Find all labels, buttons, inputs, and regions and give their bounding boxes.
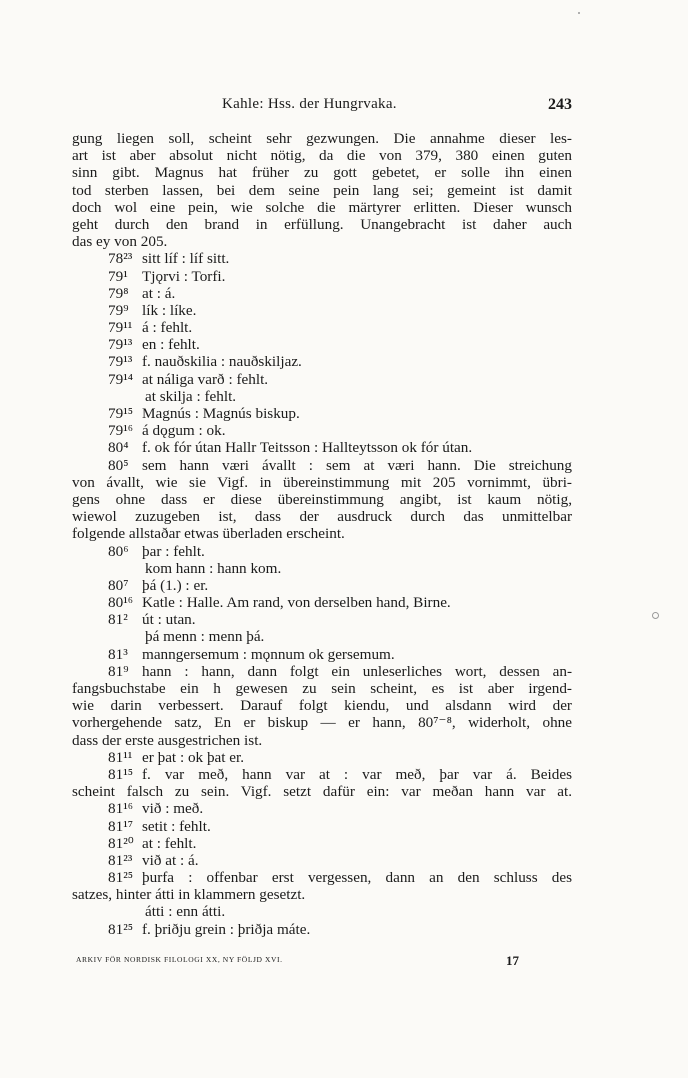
line-text: satzes, hinter átti in klammern gesetzt. (72, 886, 306, 904)
line-text: at náliga varð : fehlt. (142, 370, 269, 388)
running-title: Kahle: Hss. der Hungrvaka. (222, 96, 397, 112)
line-text: kom hann : hann kom. (145, 559, 282, 577)
line-reference: 81¹⁵ (108, 765, 134, 783)
prose-line (72, 680, 572, 697)
collation-entry (72, 422, 572, 439)
prose-line (72, 474, 572, 491)
prose-line (72, 783, 572, 800)
printer-signature: ARKIV FÖR NORDISK FILOLOGI XX, NY FÖLJD XVI. (76, 955, 283, 964)
line-text: f. ok fór útan Hallr Teitsson : Hallteytsson ok fór útan. (142, 439, 473, 457)
collation-entry (72, 353, 572, 370)
collation-entry (72, 577, 572, 594)
prose-line (72, 216, 572, 233)
line-text: lík : líke. (142, 301, 197, 319)
page-body (72, 130, 572, 938)
line-text: vorhergehende satz, En er biskup — er hann, 80⁷⁻⁸, widerholt, ohne (72, 714, 572, 732)
line-text: at skilja : fehlt. (145, 387, 237, 405)
line-text: út : utan. (142, 611, 196, 629)
line-text: wie darin verbessert. Darauf folgt kiendu, und alsdann wird der (72, 697, 572, 715)
collation-entry (72, 611, 572, 628)
collation-entry (72, 852, 572, 869)
line-text: f. þriðju grein : þriðja máte. (142, 920, 311, 938)
line-text: sinn gibt. Magnus hat früher zu gott gebetet, er solle ihn einen (72, 164, 572, 182)
collation-entry (72, 457, 572, 474)
line-text: Magnús : Magnús biskup. (142, 405, 300, 422)
collation-entry (72, 835, 572, 852)
line-reference: 78²³ (108, 250, 133, 268)
line-reference: 79¹³ (108, 353, 133, 371)
line-reference: 79¹⁶ (108, 422, 134, 440)
line-text: setit : fehlt. (142, 817, 211, 835)
line-reference: 81²⁵ (108, 920, 134, 938)
collation-entry (72, 405, 572, 422)
line-text: Katle : Halle. Am rand, von derselben hand, Birne. (142, 594, 451, 612)
page-footer (72, 955, 572, 971)
print-speck (578, 12, 580, 14)
line-text: þurfa : offenbar erst vergessen, dann an den schluss des (142, 869, 572, 887)
collation-entry (72, 250, 572, 267)
line-reference: 81³ (108, 645, 128, 663)
line-text: at : fehlt. (142, 834, 197, 852)
prose-line (72, 697, 572, 714)
line-text: wiewol zuzugeben ist, dass der ausdruck durch das unmittelbar (72, 508, 572, 526)
prose-line (72, 130, 572, 147)
line-text: folgende allstaðar etwas überladen erscheint. (72, 525, 345, 543)
prose-line (72, 886, 572, 903)
line-reference: 81⁹ (108, 662, 129, 680)
collation-entry (72, 594, 572, 611)
line-reference: 81²⁰ (108, 834, 134, 852)
entry-continuation (72, 903, 572, 920)
line-reference: 79¹⁵ (108, 405, 134, 422)
line-reference: 81¹¹ (108, 748, 133, 766)
line-text: á : fehlt. (142, 319, 193, 337)
line-text: das ey von 205. (72, 233, 168, 251)
line-text: gens ohne dass er diese übereinstimmung angibt, ist kaum nötig, (72, 490, 572, 508)
line-text: fangsbuchstabe ein h gewesen zu sein scheint, es ist aber irgend- (72, 680, 572, 697)
line-reference: 79¹³ (108, 336, 133, 354)
prose-line (72, 182, 572, 199)
line-text: f. var með, hann var at : var með, þar var á. Beides (142, 765, 572, 783)
collation-entry (72, 268, 572, 285)
line-reference: 80⁶ (108, 542, 129, 560)
line-text: gung liegen soll, scheint sehr gezwungen. Die annahme dieser les- (72, 130, 572, 147)
collation-entry (72, 749, 572, 766)
line-text: en : fehlt. (142, 336, 200, 354)
running-header (72, 96, 572, 116)
line-reference: 80⁵ (108, 456, 129, 474)
line-reference: 79¹ (108, 267, 128, 285)
line-text: þá (1.) : er. (142, 576, 209, 594)
line-reference: 79¹⁴ (108, 370, 134, 388)
collation-entry (72, 543, 572, 560)
collation-entry (72, 766, 572, 783)
line-reference: 81¹⁶ (108, 800, 134, 818)
collation-entry (72, 818, 572, 835)
line-reference: 81² (108, 611, 128, 629)
line-text: f. nauðskilia : nauðskiljaz. (142, 353, 302, 371)
line-text: geht durch den brand in erfüllung. Unangebracht ist daher auch (72, 215, 572, 233)
line-text: þar : fehlt. (142, 542, 205, 560)
line-reference: 81¹⁷ (108, 817, 134, 835)
line-text: við : með. (142, 800, 204, 818)
collation-entry (72, 285, 572, 302)
collation-entry (72, 663, 572, 680)
line-text: er þat : ok þat er. (142, 748, 245, 766)
line-text: manngersemum : mǫnnum ok gersemum. (142, 645, 395, 663)
collation-entry (72, 302, 572, 319)
line-text: art ist aber absolut nicht nötig, da die von 379, 380 einen guten (72, 147, 572, 165)
line-text: við at : á. (142, 851, 199, 869)
prose-line (72, 525, 572, 542)
collation-entry (72, 336, 572, 353)
line-reference: 81²⁵ (108, 869, 134, 887)
line-text: sem hann væri ávallt : sem at væri hann. Die streichung (142, 456, 572, 474)
line-text: scheint falsch zu sein. Vigf. setzt dafür ein: var meðan hann var at. (72, 783, 572, 801)
entry-continuation (72, 628, 572, 645)
line-reference: 80⁷ (108, 576, 129, 594)
collation-entry (72, 646, 572, 663)
collation-entry (72, 921, 572, 938)
margin-mark-icon (652, 612, 659, 619)
sheet-number: 17 (506, 953, 519, 968)
prose-line (72, 732, 572, 749)
prose-line (72, 164, 572, 181)
line-text: von ávallt, wie sie Vigf. in übereinstimmung mit 205 vornimmt, übri- (72, 473, 572, 491)
line-text: sitt líf : líf sitt. (142, 250, 230, 268)
collation-entry (72, 800, 572, 817)
prose-line (72, 199, 572, 216)
line-text: hann : hann, dann folgt ein unleserliches wort, dessen an- (142, 662, 572, 680)
line-text: átti : enn átti. (145, 903, 226, 921)
collation-entry (72, 439, 572, 456)
collation-entry (72, 319, 572, 336)
prose-line (72, 714, 572, 731)
page-number: 243 (548, 96, 572, 113)
prose-line (72, 147, 572, 164)
line-text: doch wol eine pein, wie solche die märtyrer erlitten. Dieser wunsch (72, 198, 572, 216)
line-reference: 79⁸ (108, 284, 129, 302)
entry-continuation (72, 388, 572, 405)
prose-line (72, 508, 572, 525)
collation-entry (72, 869, 572, 886)
line-reference: 80⁴ (108, 439, 129, 457)
prose-line (72, 233, 572, 250)
line-text: þá menn : menn þá. (145, 628, 265, 646)
line-reference: 79⁹ (108, 301, 129, 319)
prose-line (72, 491, 572, 508)
line-text: at : á. (142, 284, 176, 302)
line-reference: 81²³ (108, 851, 133, 869)
line-text: dass der erste ausgestrichen ist. (72, 731, 263, 749)
line-text: Tjǫrvi : Torfi. (142, 267, 226, 285)
line-reference: 80¹⁶ (108, 594, 134, 612)
line-text: á dǫgum : ok. (142, 422, 226, 440)
entry-continuation (72, 560, 572, 577)
line-reference: 79¹¹ (108, 319, 133, 337)
line-text: tod sterben lassen, bei dem seine pein lang sei; gemeint ist damit (72, 181, 572, 199)
collation-entry (72, 371, 572, 388)
